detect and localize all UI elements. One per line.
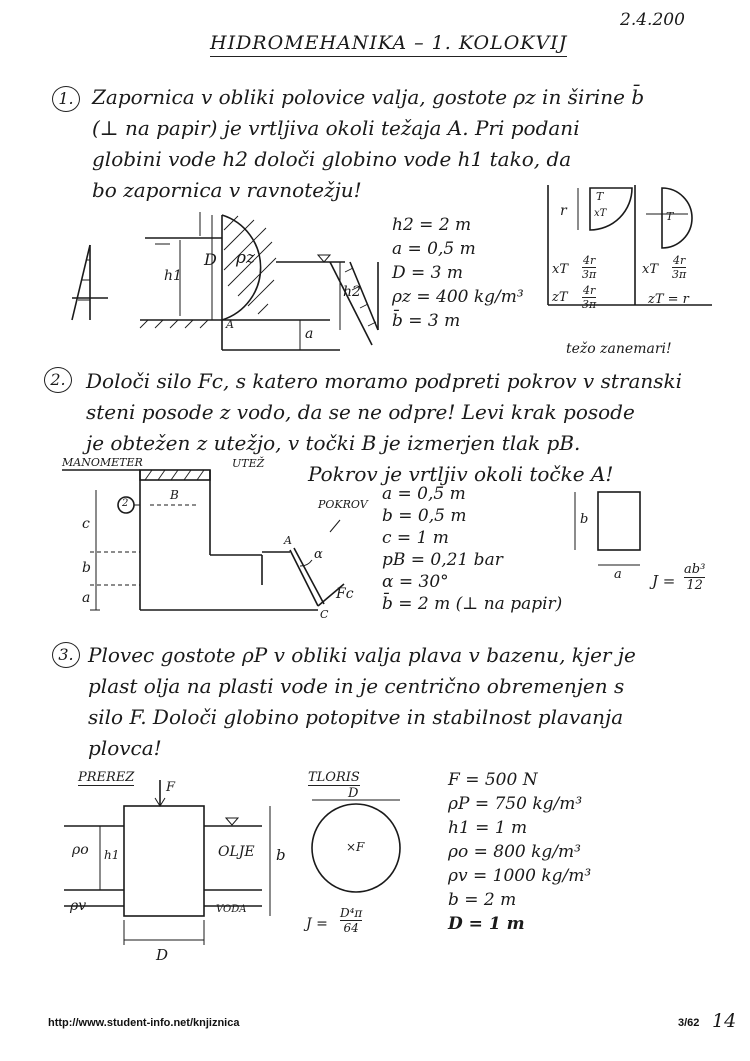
given-value: ρv = 1000 kg/m³: [448, 866, 592, 886]
fraction-denominator: 3π: [672, 268, 687, 281]
given-value: b̄ = 3 m: [392, 311, 461, 331]
problem-1-line: globini vode h2 določi globino vode h1 tako, da: [92, 147, 572, 171]
inertia-a: a: [614, 567, 622, 582]
plan-inertia-lhs: J =: [306, 916, 328, 932]
problem-2-line: je obtežen z utežjo, v točki B je izmerjen tlak pB.: [86, 431, 581, 455]
footer-page-number: 3/62: [678, 1017, 700, 1029]
fraction-numerator: 4r: [672, 254, 686, 267]
fraction-numerator: D⁴π: [340, 906, 363, 920]
problem-1-number: 1.: [52, 86, 80, 112]
label-a: a: [305, 326, 314, 342]
label-a: a: [82, 590, 91, 606]
label-A: A: [284, 534, 292, 547]
given-value: b = 2 m: [448, 890, 517, 910]
inset-xT-label: xT: [552, 262, 569, 277]
label-manometer: MANOMETER: [62, 456, 143, 469]
fraction-denominator: 3π: [582, 298, 597, 311]
inset-xT: xT: [594, 208, 607, 219]
problem-1-line: Zapornica v obliki polovice valja, gostote ρz in širine b̄: [92, 85, 645, 109]
given-value: b = 0,5 m: [382, 506, 467, 526]
given-value: ρP = 750 kg/m³: [448, 794, 583, 814]
problem-3-line: plovca!: [88, 736, 162, 760]
given-value: D = 3 m: [392, 263, 464, 283]
problem-2-line: Pokrov je vrtljiv okoli točke A!: [308, 462, 614, 486]
label-b: b: [276, 846, 286, 864]
footer-handwritten-number: 14: [712, 1010, 737, 1032]
plan-label-xF: ×F: [346, 840, 365, 854]
label-rho-z: ρz: [236, 248, 255, 268]
label-c: c: [82, 516, 90, 532]
fraction-denominator: 64: [343, 921, 359, 935]
label-olje: OLJE: [218, 844, 255, 860]
inset-zT-label: zT: [552, 290, 568, 305]
plan-inertia-fraction: [340, 906, 362, 935]
problem-2-line: Določi silo Fc, s katero moramo podpreti pokrov v stranski: [86, 369, 683, 393]
given-value: h2 = 2 m: [392, 215, 472, 235]
label-pokrov: POKROV: [318, 498, 368, 511]
problem-3-given: [448, 768, 591, 936]
given-value: ρo = 800 kg/m³: [448, 842, 581, 862]
inset-xT2-label: xT: [642, 262, 659, 277]
fraction-numerator: 4r: [582, 254, 596, 267]
problem-3-line: Plovec gostote ρP v obliki valja plava v bazenu, kjer je: [88, 643, 636, 667]
label-D: D: [204, 250, 217, 269]
label-manometer-2: 2: [122, 498, 129, 509]
fraction-denominator: 3π: [582, 268, 597, 281]
date: 2.4.200: [620, 10, 685, 30]
label-A: A: [226, 318, 234, 331]
plan-label: TLORIS: [308, 770, 360, 785]
problem-3-line: plast olja na plasti vode in je centrično obremenjen s: [88, 674, 625, 698]
inset-zT2: zT = r: [648, 292, 689, 307]
fraction-denominator: 12: [686, 578, 703, 593]
label-B: B: [170, 488, 179, 502]
label-b: b: [82, 560, 91, 576]
plan-label-D: D: [348, 786, 359, 801]
inertia-b: b: [580, 512, 589, 527]
label-voda: VODA: [216, 904, 247, 915]
label-C: C: [320, 608, 329, 621]
fraction-numerator: ab³: [684, 562, 706, 577]
fraction-numerator: 4r: [582, 284, 596, 297]
section-label: PREREZ: [78, 770, 135, 785]
label-rho-o: ρo: [72, 842, 89, 858]
given-value: F = 500 N: [448, 770, 538, 790]
inset-T2: T: [666, 210, 674, 223]
given-value: ρz = 400 kg/m³: [392, 287, 524, 307]
label-h1: h1: [104, 848, 120, 862]
label-h1: h1: [164, 268, 182, 284]
given-value: b̄ = 2 m (⊥ na papir): [382, 594, 563, 614]
given-value: D = 1 m: [448, 914, 525, 934]
label-F: F: [166, 780, 176, 795]
label-alpha: α: [314, 547, 323, 562]
given-value: a = 0,5 m: [392, 239, 476, 259]
given-value: a = 0,5 m: [382, 484, 466, 504]
problem-1-line: bo zapornica v ravnotežju!: [92, 178, 362, 202]
problem-1-line: (⊥ na papir) je vrtljiva okoli težaja A. Pri podani: [92, 116, 580, 140]
inset-T: T: [596, 190, 604, 203]
problem-2-line: steni posode z vodo, da se ne odpre! Levi krak posode: [86, 400, 635, 424]
given-value: c = 1 m: [382, 528, 449, 548]
given-value: h1 = 1 m: [448, 818, 528, 838]
footer-url[interactable]: http://www.student-info.net/knjiznica: [48, 1017, 240, 1029]
problem-3-line: silo F. Določi globino potopitve in stabilnost plavanja: [88, 705, 624, 729]
page-title: HIDROMEHANIKA – 1. KOLOKVIJ: [210, 32, 567, 57]
given-value: pB = 0,21 bar: [382, 550, 503, 570]
problem-2-note: težo zanemari!: [566, 341, 672, 357]
given-value: α = 30°: [382, 572, 449, 592]
inertia-lhs: J =: [652, 572, 676, 590]
label-h2: h2: [343, 284, 361, 300]
problem-2-number: 2.: [44, 367, 72, 393]
inset-r: r: [560, 203, 567, 219]
label-Fc: Fc: [336, 586, 354, 602]
label-rho-v: ρv: [70, 898, 87, 914]
label-utez: UTEŽ: [232, 457, 265, 470]
label-D: D: [156, 946, 169, 964]
problem-3-number: 3.: [52, 642, 80, 668]
